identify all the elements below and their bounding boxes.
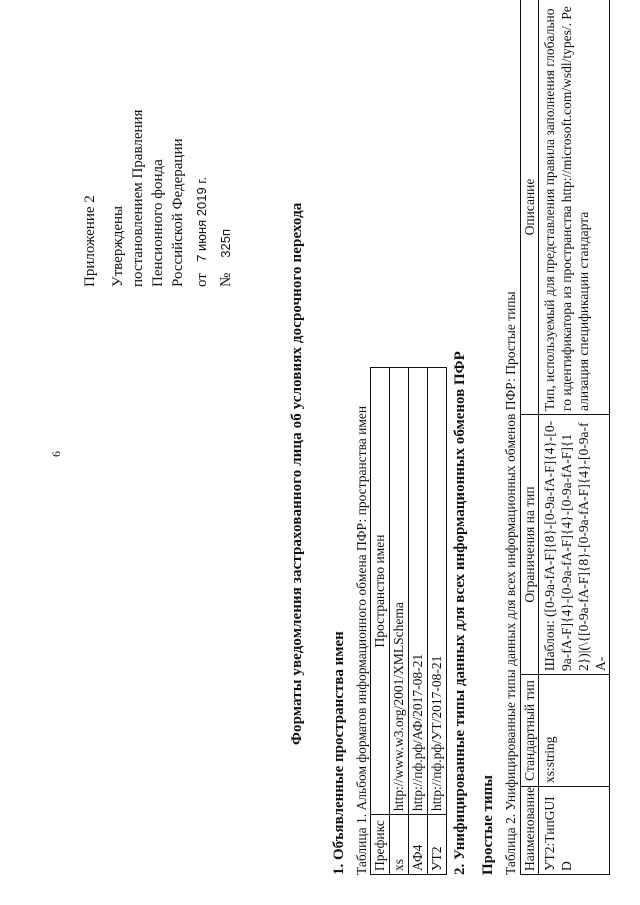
prefix-cell: УТ2 — [428, 815, 447, 875]
date-value: 7 июня 2019 г. — [194, 176, 209, 262]
namespace-cell: http://пф.рф/УТ/2017-08-21 — [428, 368, 447, 815]
section1-heading: 1. Объявленные пространства имен — [331, 631, 347, 875]
table-header-row — [371, 368, 390, 875]
prefix-cell: xs — [390, 815, 409, 875]
column-header: Наименование — [521, 787, 539, 875]
simple-types-heading: Простые типы — [480, 774, 496, 875]
table-row — [428, 368, 447, 875]
approval-date — [192, 110, 212, 287]
prefix-cell: АФ4 — [409, 815, 428, 875]
namespaces-table — [370, 367, 447, 875]
column-header: Префикс — [371, 815, 390, 875]
document-title: Форматы уведомления застрахованного лица об условиях досрочного перехода — [289, 202, 305, 745]
section2-heading: 2. Унифицированные типы данных для всех информационных обменов ПФР — [452, 351, 468, 875]
table2-caption: Таблица 2. Унифицированные типы данных для всех информационных обменов ПФР: Простые типы — [503, 291, 518, 875]
column-header: Ограничения на тип — [521, 415, 539, 675]
approved-by-line2: Пенсионного фонда — [150, 159, 166, 287]
date-prefix: от — [194, 273, 210, 287]
approval-block — [80, 110, 236, 287]
number-value: 325п — [218, 228, 233, 258]
simple-types-table — [520, 0, 610, 875]
restrictions-cell: Шаблон: ([0-9a-fA-F]{8}-[0-9a-fA-F]{4}-[0-9a-fA-F]{4}-[0-9a-fA-F]{4}-[0-9a-fA-F]{12})|(\{[0-9a-fA-F]{8}-[0-9a-fA-F]{4}-[0-9a-fA- — [539, 415, 610, 675]
column-header: Стандартный тип — [521, 675, 539, 787]
column-header: Описание — [521, 0, 539, 415]
table-row — [409, 368, 428, 875]
page-number: 6 — [49, 451, 63, 457]
approved-by-line1: постановлением Правления — [130, 109, 146, 287]
approved-label: Утверждены — [110, 205, 126, 287]
approval-number — [216, 110, 236, 287]
table-header-row — [521, 0, 539, 875]
type-name-cell: УТ2:ТипGUID — [539, 787, 610, 875]
table1-caption: Таблица 1. Альбом форматов информационного обмена ПФР: пространства имен — [354, 405, 369, 875]
number-prefix: № — [218, 272, 234, 287]
table-row — [390, 368, 409, 875]
column-header: Пространство имен — [371, 368, 390, 815]
namespace-cell: http://www.w3.org/2001/XMLSchema — [390, 368, 409, 815]
table-row — [539, 0, 610, 875]
approved-by-line3: Российской Федерации — [170, 138, 186, 287]
namespace-cell: http://пф.рф/АФ/2017-08-21 — [409, 368, 428, 815]
base-type-cell: xs:string — [539, 675, 610, 787]
description-cell: Тип, используемый для представления правила заполнения глобального идентификатора из пространства http://microsoft.com/wsdl/types/. Реализация спецификации стандарта — [539, 0, 610, 415]
annex-label: Приложение 2 — [82, 195, 98, 287]
